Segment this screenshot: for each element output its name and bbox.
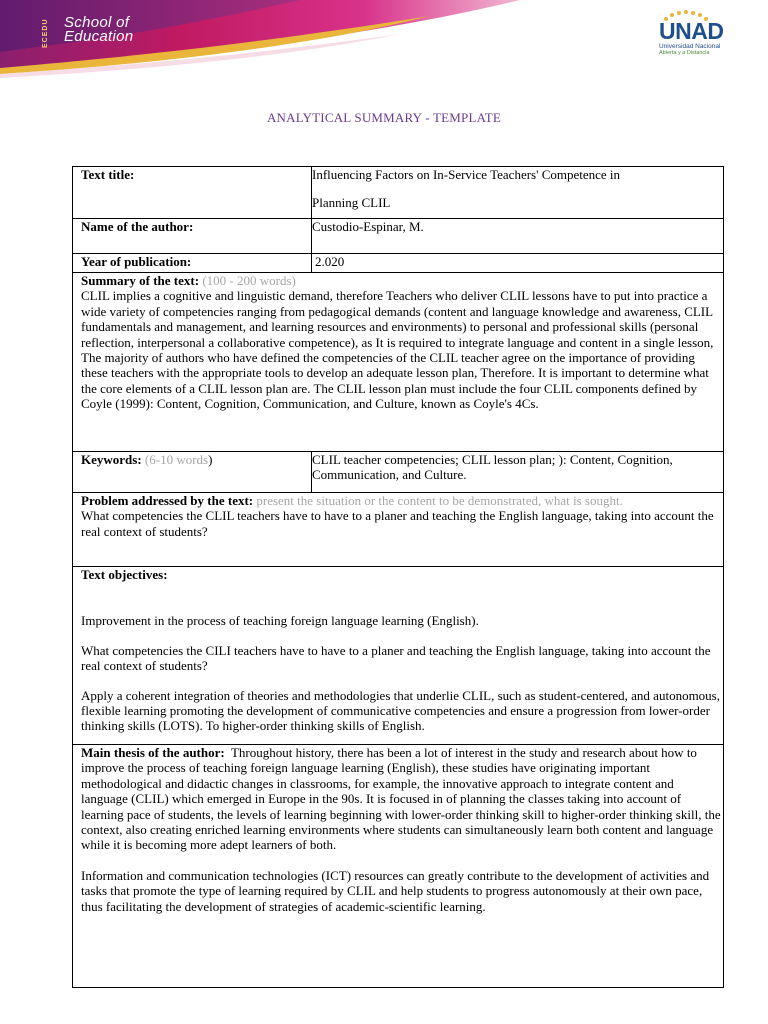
thesis-p1: Throughout history, there has been a lot of interest in the study and research about how to improve the process of teaching foreign language learning (English), these studies have originating important methodological and didactic changes in classrooms, for example, the innovative approach to integrate content and language (CLIL) which emerged in Europe in the 90s. It is focused in of planning the classes taking into account of learning pace of students, the levels of learning beginning with lower-order thinking skill to higher-order thinking skill, the context, also creating enriched learning environments where students can simultaneously learn both content and language while it is becoming more adept learners of both. — [81, 745, 721, 853]
row-keywords — [73, 452, 724, 493]
row-objectives — [73, 567, 724, 745]
title-value-line1: Influencing Factors on In-Service Teachers' Competence in — [312, 167, 621, 182]
title-value-line2: Planning CLIL — [312, 195, 391, 211]
problem-text: What competencies the CLIL teachers have to have to a planer and teaching the English language, taking into account the real context of students? — [81, 508, 714, 539]
school-of-education-logo: School of Education — [64, 14, 134, 45]
year-value: 2.020 — [312, 254, 724, 273]
thesis-label: Main thesis of the author: — [81, 745, 225, 760]
row-problem — [73, 493, 724, 567]
keywords-label: Keywords: — [81, 452, 142, 467]
row-summary — [73, 273, 724, 452]
unad-logo: UNAD Universidad Nacional Abierta y a Distancia — [656, 10, 746, 58]
row-main-thesis — [73, 745, 724, 988]
row-year — [73, 254, 724, 273]
summary-label: Summary of the text: — [81, 273, 200, 288]
objectives-p1: Improvement in the process of teaching foreign language learning (English). — [81, 613, 479, 629]
row-author — [73, 219, 724, 254]
thesis-p2: Information and communication technologies (ICT) resources can greatly contribute to the development of activities and tasks that promote the type of learning required by CLIL and help students to progress autonomously at their own pace, thus facilitating the development of strategies of academic-scientific learning. — [81, 867, 710, 914]
keywords-hint: (6-10 words — [144, 452, 209, 467]
objectives-p2: What competencies the CILI teachers have to have to a planer and teaching the English language, taking into account the real context of students? — [81, 642, 711, 674]
author-value: Custodio-Espinar, M. — [312, 219, 724, 254]
ecedu-mark: ECEDU — [42, 18, 49, 48]
header-banner — [0, 0, 768, 80]
author-label: Name of the author: — [81, 219, 194, 234]
keywords-value: CLIL teacher competencies; CLIL lesson plan; ): Content, Cognition, Communication, and Culture. — [312, 452, 724, 493]
analytical-summary-table — [72, 166, 724, 988]
summary-text: CLIL implies a cognitive and linguistic demand, therefore Teachers who deliver CLIL lessons have to put into practice a wide variety of competencies ranging from pedagogical demands (content and language knowledge and awareness, CLIL fundamentals and management, and learning resources and environments) to personal and professional skills (personal reflection, interpersonal a collaborative competence), as It is required to integrate language and content in a single lesson, The majority of authors who have defined the competencies of the CLIL teacher agree on the importance of providing these teachers with the appropriate tools to develop an adequate lesson plan, Therefore. It is important to determine what the core elements of a CLIL lesson plan are. The CLIL lesson plan must include the four CLIL components defined by Coyle (1999): Content, Cognition, Communication, and Culture, known as Coyle's 4Cs. — [81, 288, 714, 412]
summary-hint: (100 - 200 words) — [202, 273, 296, 288]
objectives-p3: Apply a coherent integration of theories and methodologies that underlie CLIL, such as student-centered, and autonomous, flexible learning promoting the development of communicative competencies and ensure a progression from lower-order thinking skills (LOTS). To higher-order thinking skills of English. — [81, 687, 720, 734]
document-title: ANALYTICAL SUMMARY - TEMPLATE — [266, 110, 502, 125]
objectives-label: Text objectives: — [81, 567, 168, 582]
keywords-close: ) — [208, 452, 213, 467]
row-text-title — [73, 167, 724, 219]
problem-hint: present the situation or the content to be demonstrated, what is sought. — [256, 493, 623, 508]
year-label: Year of publication: — [81, 254, 192, 269]
title-label: Text title: — [81, 167, 135, 182]
problem-label: Problem addressed by the text: — [81, 493, 254, 508]
